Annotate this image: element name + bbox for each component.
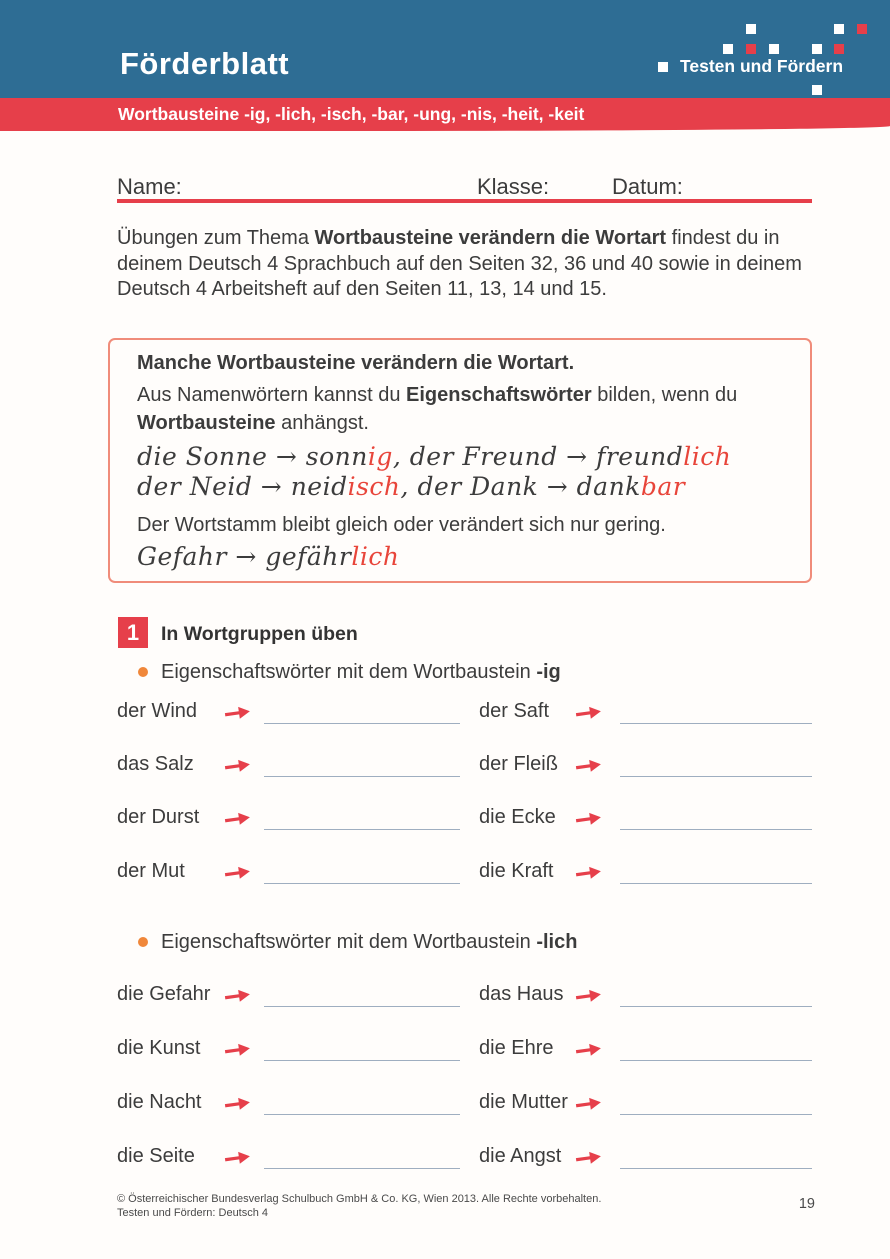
rule-box-example3: Gefahr → gefährlich bbox=[137, 542, 400, 571]
arrow-icon bbox=[574, 986, 603, 1006]
logo-square-icon bbox=[834, 44, 844, 54]
answer-blank[interactable] bbox=[264, 776, 460, 777]
answer-blank[interactable] bbox=[620, 829, 812, 830]
word-row bbox=[117, 1037, 812, 1069]
word-label: die Gefahr bbox=[117, 983, 211, 1005]
date-label: Datum: bbox=[612, 174, 683, 199]
arrow-icon bbox=[574, 1040, 603, 1060]
section-number-badge: 1 bbox=[118, 617, 148, 648]
word-row bbox=[117, 1091, 812, 1123]
footer-series: Testen und Fördern: Deutsch 4 bbox=[117, 1207, 269, 1219]
word-row bbox=[117, 1145, 812, 1177]
group-lich-heading: Eigenschaftswörter mit dem Wortbaustein -lich bbox=[161, 931, 578, 953]
arrow-icon bbox=[574, 1148, 603, 1168]
name-label: Name: bbox=[117, 174, 182, 199]
group-ig-heading: Eigenschaftswörter mit dem Wortbaustein -ig bbox=[161, 661, 561, 683]
rule-box bbox=[108, 338, 812, 583]
brand-logo-text: Testen und Fördern bbox=[680, 56, 844, 76]
word-label: die Kraft bbox=[479, 860, 554, 882]
arrow-icon bbox=[574, 809, 603, 829]
rule-box-title: Manche Wortbausteine verändern die Wortart. bbox=[137, 352, 575, 374]
word-label: der Fleiß bbox=[479, 753, 558, 775]
answer-blank[interactable] bbox=[620, 1168, 812, 1169]
word-row bbox=[117, 806, 812, 838]
word-label: die Ehre bbox=[479, 1037, 554, 1059]
word-label: die Angst bbox=[479, 1145, 562, 1167]
word-label: der Wind bbox=[117, 700, 198, 722]
logo-square-icon bbox=[723, 44, 733, 54]
arrow-icon bbox=[574, 863, 603, 883]
rule-box-example1: die Sonne → sonnig, der Freund → freundlich bbox=[137, 442, 732, 471]
intro-bold: Wortbausteine verändern die Wortart bbox=[314, 227, 667, 249]
answer-blank[interactable] bbox=[620, 1060, 812, 1061]
arrow-icon bbox=[223, 1148, 252, 1168]
answer-blank[interactable] bbox=[264, 829, 460, 830]
arrow-icon bbox=[223, 809, 252, 829]
word-label: die Seite bbox=[117, 1145, 195, 1167]
word-label: die Nacht bbox=[117, 1091, 202, 1113]
word-label: die Mutter bbox=[479, 1091, 568, 1113]
arrow-icon bbox=[223, 1040, 252, 1060]
arrow-icon bbox=[223, 1094, 252, 1114]
logo-square-icon bbox=[658, 62, 668, 72]
word-label: der Saft bbox=[479, 700, 550, 722]
word-row bbox=[117, 860, 812, 892]
page-number: 19 bbox=[798, 1196, 815, 1212]
logo-square-icon bbox=[834, 24, 844, 34]
answer-blank[interactable] bbox=[264, 1168, 460, 1169]
word-label: die Kunst bbox=[117, 1037, 201, 1059]
answer-blank[interactable] bbox=[264, 1006, 460, 1007]
word-label: das Haus bbox=[479, 983, 564, 1005]
arrow-icon bbox=[574, 756, 603, 776]
answer-blank[interactable] bbox=[620, 1006, 812, 1007]
intro-post: findest du in deinem Deutsch 4 Sprachbuch auf den Seiten 32, 36 und 40 sowie in deinem Deutsch 4 Arbeitsheft auf den Seiten 11, 13, 14 und 15. bbox=[117, 227, 802, 300]
answer-blank[interactable] bbox=[264, 723, 460, 724]
footer-copyright: © Österreichischer Bundesverlag Schulbuch GmbH & Co. KG, Wien 2013. Alle Rechte vorbehalten. bbox=[117, 1193, 602, 1205]
rule-box-note: Der Wortstamm bleibt gleich oder verändert sich nur gering. bbox=[137, 514, 666, 536]
answer-blank[interactable] bbox=[264, 1114, 460, 1115]
arrow-icon bbox=[223, 986, 252, 1006]
page-title: Förderblatt bbox=[120, 46, 290, 81]
answer-blank[interactable] bbox=[620, 1114, 812, 1115]
word-row bbox=[117, 700, 812, 732]
arrow-icon bbox=[223, 703, 252, 723]
logo-square-icon bbox=[769, 44, 779, 54]
rule-box-line3: Wortbausteine anhängst. bbox=[137, 412, 369, 434]
bullet-icon bbox=[138, 667, 148, 677]
word-row bbox=[117, 753, 812, 785]
answer-blank[interactable] bbox=[620, 883, 812, 884]
rule-box-line2: Aus Namenwörtern kannst du Eigenschaftswörter bilden, wenn du bbox=[137, 384, 738, 406]
intro-paragraph bbox=[117, 226, 817, 303]
logo-square-icon bbox=[812, 85, 822, 95]
answer-blank[interactable] bbox=[620, 723, 812, 724]
word-row bbox=[117, 983, 812, 1015]
answer-blank[interactable] bbox=[264, 883, 460, 884]
logo-square-icon bbox=[812, 44, 822, 54]
word-label: der Mut bbox=[117, 860, 185, 882]
bullet-icon bbox=[138, 937, 148, 947]
answer-blank[interactable] bbox=[264, 1060, 460, 1061]
topic-banner bbox=[0, 98, 890, 131]
word-label: der Durst bbox=[117, 806, 200, 828]
answer-blank[interactable] bbox=[620, 776, 812, 777]
intro-pre: Übungen zum Thema bbox=[117, 227, 315, 249]
page-header bbox=[0, 0, 890, 98]
arrow-icon bbox=[574, 1094, 603, 1114]
word-label: das Salz bbox=[117, 753, 194, 775]
name-row-rule bbox=[117, 199, 812, 203]
logo-square-icon bbox=[746, 44, 756, 54]
footer bbox=[117, 1192, 601, 1220]
word-label: die Ecke bbox=[479, 806, 556, 828]
logo-square-icon bbox=[746, 24, 756, 34]
arrow-icon bbox=[574, 703, 603, 723]
class-label: Klasse: bbox=[477, 174, 550, 199]
rule-box-example2: der Neid → neidisch, der Dank → dankbar bbox=[137, 472, 686, 501]
logo-square-icon bbox=[857, 24, 867, 34]
topic-banner-text: Wortbausteine -ig, -lich, -isch, -bar, -ung, -nis, -heit, -keit bbox=[118, 104, 585, 124]
arrow-icon bbox=[223, 756, 252, 776]
section-title: In Wortgruppen üben bbox=[161, 623, 358, 645]
arrow-icon bbox=[223, 863, 252, 883]
